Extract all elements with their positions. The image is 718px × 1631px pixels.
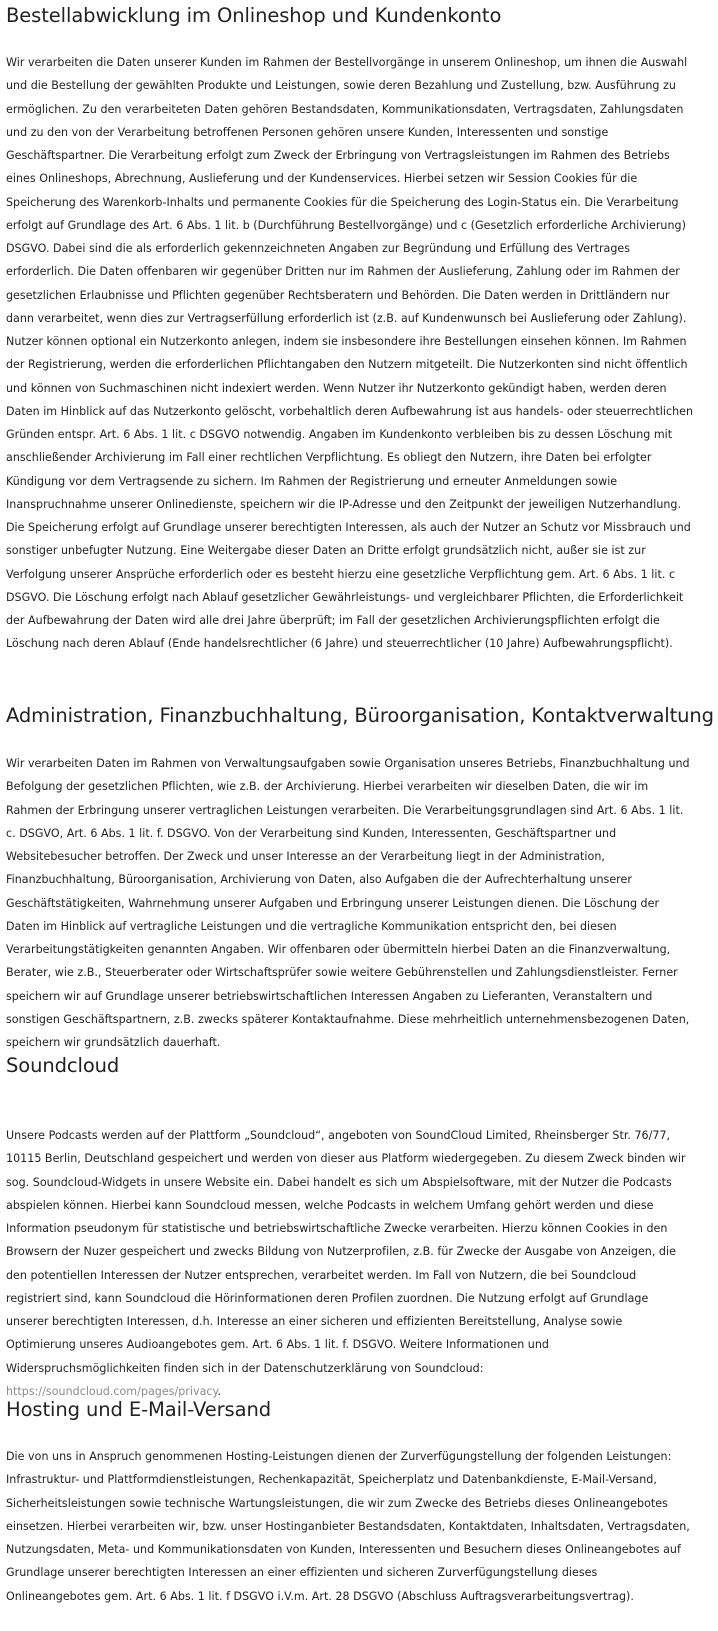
section-heading: Administration, Finanzbuchhaltung, Büroorganisation, Kontaktverwaltung	[6, 704, 714, 727]
section-heading: Soundcloud	[6, 1054, 120, 1077]
section-body: Wir verarbeiten die Daten unserer Kunden im Rahmen der Bestellvorgänge in unserem Onlineshop, um ihnen die Auswahl und die Bestellung der gewählten Produkte und Leistungen, sowie deren Bezahlung und Zustellung, bzw. Ausführung zu ermöglichen. Zu den verarbeiteten Daten gehören Bestandsdaten, Kommunikationsdaten, Vertragsdaten, Zahlungsdaten und zu den von der Verarbeitung betroffenen Personen gehören unsere Kunden, Interessenten und sonstige Geschäftspartner. Die Verarbeitung erfolgt zum Zweck der Erbringung von Vertragsleistungen im Rahmen des Betriebs eines Onlineshops, Abrechnung, Auslieferung und der Kundenservices. Hierbei setzen wir Session Cookies für die Speicherung des Warenkorb-Inhalts und permanente Cookies für die Speicherung des Login-Status ein. Die Verarbeitung erfolgt auf Grundlage des Art. 6 Abs. 1 lit. b (Durchführung Bestellvorgänge) und c (Gesetzlich erforderliche Archivierung) DSGVO. Dabei sind die als erforderlich gekennzeichneten Angaben zur Begründung und Erfüllung des Vertrages erforderlich. Die Daten offenbaren wir gegenüber Dritten nur im Rahmen der Auslieferung, Zahlung oder im Rahmen der gesetzlichen Erlaubnisse und Pflichten gegenüber Rechtsberatern und Behörden. Die Daten werden in Drittländern nur dann verarbeitet, wenn dies zur Vertragserfüllung erforderlich ist (z.B. auf Kundenwunsch bei Auslieferung oder Zahlung). Nutzer können optional ein Nutzerkonto anlegen, indem sie insbesondere ihre Bestellungen einsehen können. Im Rahmen der Registrierung, werden die erforderlichen Pflichtangaben den Nutzern mitgeteilt. Die Nutzerkonten sind nicht öffentlich und können von Suchmaschinen nicht indexiert werden. Wenn Nutzer ihr Nutzerkonto gekündigt haben, werden deren Daten im Hinblick auf das Nutzerkonto gelöscht, vorbehaltlich deren Aufbewahrung ist aus handels- oder steuerrechtlichen Gründen entspr. Art. 6 Abs. 1 lit. c DSGVO notwendig. Angaben im Kundenkonto verbleiben bis zu dessen Löschung mit anschließender Archivierung im Fall einer rechtlichen Verpflichtung. Es obliegt den Nutzern, ihre Daten bei erfolgter Kündigung vor dem Vertragsende zu sichern. Im Rahmen der Registrierung und erneuter Anmeldungen sowie Inanspruchnahme unserer Onlinedienste, speichern wir die IP-Adresse und den Zeitpunkt der jeweiligen Nutzerhandlung. Die Speicherung erfolgt auf Grundlage unserer berechtigten Interessen, als auch der Nutzer an Schutz vor Missbrauch und sonstiger unbefugter Nutzung. Eine Weitergabe dieser Daten an Dritte erfolgt grundsätzlich nicht, außer sie ist zur Verfolgung unserer Ansprüche erforderlich oder es besteht hierzu eine gesetzliche Verpflichtung gem. Art. 6 Abs. 1 lit. c DSGVO. Die Löschung erfolgt nach Ablauf gesetzlicher Gewährleistungs- und vergleichbarer Pflichten, die Erforderlichkeit der Aufbewahrung der Daten wird alle drei Jahre überprüft; im Fall der gesetzlichen Archivierungspflichten erfolgt die Löschung nach deren Ablauf (Ende handelsrechtlicher (6 Jahre) und steuerrechtlicher (10 Jahre) Aufbewahrungspflicht).	[6, 56, 694, 651]
section-body-container	[6, 1124, 694, 1403]
section-body-end: .	[217, 1384, 222, 1398]
soundcloud-privacy-link[interactable]: https://soundcloud.com/pages/privacy	[6, 1384, 218, 1398]
section-heading: Hosting und E-Mail-Versand	[6, 1398, 271, 1421]
section-body: Wir verarbeiten Daten im Rahmen von Verwaltungsaufgaben sowie Organisation unseres Betriebs, Finanzbuchhaltung und Befolgung der gesetzlichen Pflichten, wie z.B. der Archivierung. Hierbei verarbeiten wir dieselben Daten, die wir im Rahmen der Erbringung unserer vertraglichen Leistungen verarbeiten. Die Verarbeitungsgrundlagen sind Art. 6 Abs. 1 lit. c. DSGVO, Art. 6 Abs. 1 lit. f. DSGVO. Von der Verarbeitung sind Kunden, Interessenten, Geschäftspartner und Websitebesucher betroffen. Der Zweck und unser Interesse an der Verarbeitung liegt in der Administration, Finanzbuchhaltung, Büroorganisation, Archivierung von Daten, also Aufgaben die der Aufrechterhaltung unserer Geschäftstätigkeiten, Wahrnehmung unserer Aufgaben und Erbringung unserer Leistungen dienen. Die Löschung der Daten im Hinblick auf vertragliche Leistungen und die vertragliche Kommunikation entspricht den, bei diesen Verarbeitungstätigkeiten genannten Angaben. Wir offenbaren oder übermitteln hierbei Daten an die Finanzverwaltung, Berater, wie z.B., Steuerberater oder Wirtschaftsprüfer sowie weitere Gebührenstellen und Zahlungsdienstleister. Ferner speichern wir auf Grundlage unserer betriebswirtschaftlichen Interessen Angaben zu Lieferanten, Veranstaltern und sonstigen Geschäftspartnern, z.B. zwecks späterer Kontaktaufnahme. Diese mehrheitlich unternehmensbezogenen Daten, speichern wir grundsätzlich dauerhaft.	[6, 757, 690, 1049]
section-body: Unsere Podcasts werden auf der Plattform „Soundcloud“, angeboten von SoundCloud Limited, Rheinsberger Str. 76/77, 10115 Berlin, Deutschland gespeichert und werden von dieser aus Platform wiedergegeben. Zu diesem Zweck binden wir sog. Soundcloud-Widgets in unsere Website ein. Dabei handelt es sich um Abspielsoftware, mit der Nutzer die Podcasts abspielen können. Hierbei kann Soundcloud messen, welche Podcasts in welchem Umfang gehört werden und diese Information pseudonym für statistische und betriebswirtschaftliche Zwecke verarbeiten. Hierzu können Cookies in den Browsern der Nuzer gespeichert und zwecks Bildung von Nutzerprofilen, z.B. für Zwecke der Ausgabe von Anzeigen, die den potentiellen Interessen der Nutzer entsprechen, verarbeitet werden. Im Fall von Nutzern, die bei Soundcloud registriert sind, kann Soundcloud die Hörinformationen deren Profilen zuordnen. Die Nutzung erfolgt auf Grundlage unserer berechtigten Interessen, d.h. Interesse an einer sicheren und effizienten Bereitstellung, Analyse sowie Optimierung unseres Audioangebotes gem. Art. 6 Abs. 1 lit. f. DSGVO. Weitere Informationen und Widerspruchsmöglichkeiten finden sich in der Datenschutzerklärung von Soundcloud:	[6, 1129, 686, 1375]
section-body: Die von uns in Anspruch genommenen Hosting-Leistungen dienen der Zurverfügungstellung der folgenden Leistungen: Infrastruktur- und Plattformdienstleistungen, Rechenkapazität, Speicherplatz und Datenbankdienste, E-Mail-Versand, Sicherheitsleistungen sowie technische Wartungsleistungen, die wir zum Zwecke des Betriebs dieses Onlineangebotes einsetzen. Hierbei verarbeiten wir, bzw. unser Hostinganbieter Bestandsdaten, Kontaktdaten, Inhaltsdaten, Vertragsdaten, Nutzungsdaten, Meta- und Kommunikationsdaten von Kunden, Interessenten und Besuchern dieses Onlineangebotes auf Grundlage unserer berechtigten Interessen an einer effizienten und sicheren Zurverfügungstellung dieses Onlineangebotes gem. Art. 6 Abs. 1 lit. f DSGVO i.V.m. Art. 28 DSGVO (Abschluss Auftragsverarbeitungsvertrag).	[6, 1450, 690, 1603]
section-heading: Bestellabwicklung im Onlineshop und Kundenkonto	[6, 4, 502, 27]
